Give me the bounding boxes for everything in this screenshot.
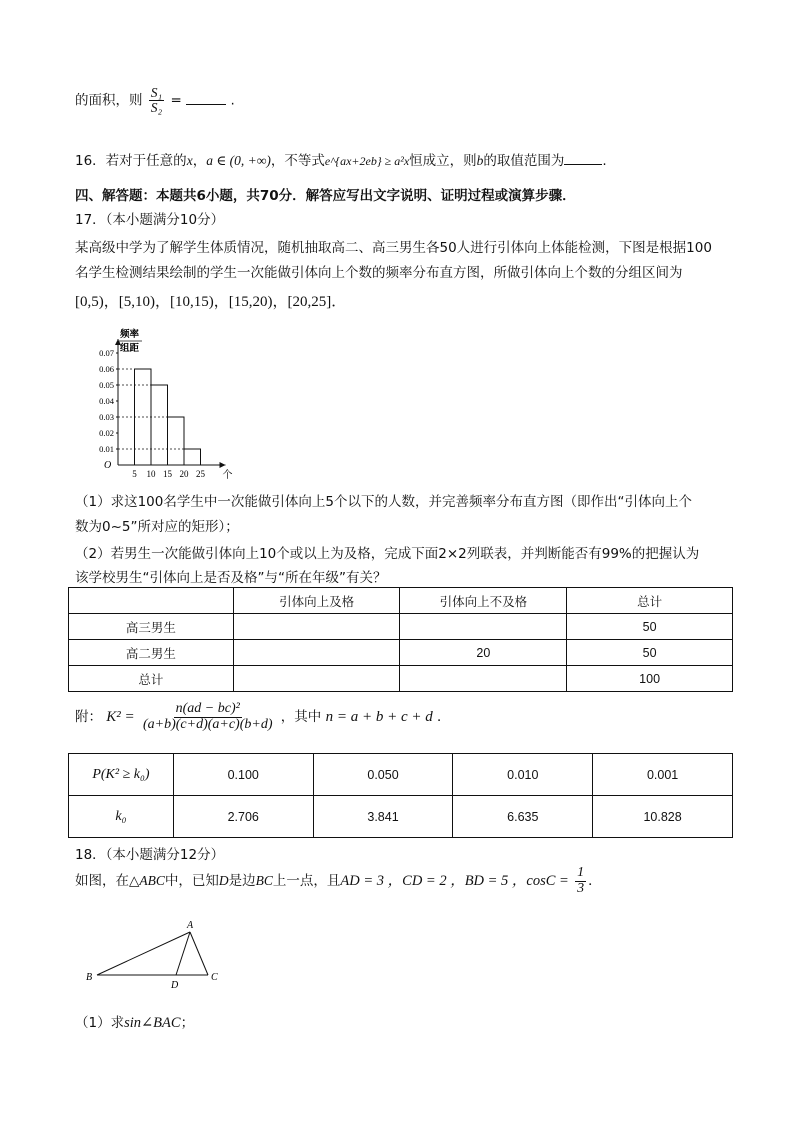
q15-frac-den: S₂ (150, 100, 163, 116)
x-tick-label: 5 (132, 469, 137, 479)
formula-where: ，其中 (280, 709, 322, 726)
q17-line1: 某高级中学为了解学生体质情况，随机抽取高二、高三男生各50人进行引体向上体能检测，下图是根据100 (75, 240, 712, 256)
k-squared-formula (75, 702, 451, 732)
segment-ab (97, 932, 190, 975)
q16-x: x (186, 153, 193, 168)
table-header-cell: 引体向上不及格 (400, 588, 567, 614)
k0-label: k₀ (69, 796, 174, 838)
vertex-c-label: C (211, 972, 218, 983)
q16-ineq-post: 恒成立，则 (409, 153, 477, 169)
q18-text: 如图，在△ (75, 873, 140, 890)
y-label-bottom: 组距 (120, 344, 140, 354)
probability-label: P(K² ≥ k₀) (69, 754, 174, 796)
formula-prefix: 附： (75, 709, 102, 726)
table-cell[interactable] (233, 614, 400, 640)
table-row (69, 640, 733, 666)
table-header-row (69, 588, 733, 614)
q15-prefix: 的面积，则 (75, 92, 143, 109)
q15-tail (75, 86, 235, 115)
segment-ad (176, 932, 190, 975)
y-tick-label: 0.06 (99, 364, 114, 374)
x-tick-label: 10 (146, 469, 156, 479)
table-cell: 0.050 (313, 754, 453, 796)
q17-part2-line1: （2）若男生一次能做引体向上10个或以上为及格，完成下面2×2列联表，并判断能否有99%的把握认为 (75, 546, 700, 562)
q15-answer-blank[interactable] (186, 92, 226, 105)
formula-fraction (141, 702, 275, 732)
q16-comma: ， (192, 153, 207, 169)
q16-ineq-pre: ，不等式 (270, 153, 325, 169)
q18-bc: BC (255, 873, 273, 889)
section-heading: 四、解答题：本题共6小题，共70分．解答应写出文字说明、证明过程或演算步骤． (75, 188, 576, 204)
q15-end: . (230, 92, 235, 109)
x-tick-label: 20 (179, 469, 189, 479)
y-tick-label: 0.05 (99, 380, 114, 390)
formula-lhs: K² = (106, 709, 135, 726)
q18-d: D (218, 873, 229, 889)
segment-ac (190, 932, 208, 975)
histogram-bar (151, 385, 168, 465)
table-row (69, 754, 733, 796)
table-cell: 50 (567, 640, 733, 666)
table-row (69, 614, 733, 640)
critical-value-table (68, 753, 733, 838)
table-cell: 50 (567, 614, 733, 640)
table-header-cell: 引体向上及格 (233, 588, 400, 614)
q17-part2-line2: 该学校男生“引体向上是否及格”与“所在年级”有关？ (75, 570, 387, 586)
q18-abc: ABC (139, 873, 165, 889)
table-cell: 20 (400, 640, 567, 666)
x-axis-label: 个 (222, 470, 233, 481)
formula-end: ． (437, 709, 451, 726)
q15-fraction (149, 86, 164, 115)
q16-b: b (476, 153, 484, 168)
q16 (75, 149, 607, 169)
q18-fraction (575, 866, 586, 896)
table-cell: 0.010 (453, 754, 593, 796)
q17-intervals: [0,5)，[5,10)，[10,15)，[15,20)，[20,25]． (75, 294, 347, 310)
q18-part1-end: ； (180, 1015, 195, 1031)
y-tick-label: 0.03 (99, 412, 114, 422)
table-row (69, 796, 733, 838)
y-tick-label: 0.01 (99, 444, 114, 454)
table-cell: 100 (567, 666, 733, 692)
q18-text: 是边 (228, 873, 256, 890)
q18-text: 上一点，且 (272, 873, 341, 890)
q18-text: 中，已知 (164, 873, 219, 890)
table-header-cell (69, 588, 234, 614)
table-cell: 0.001 (593, 754, 733, 796)
table-cell[interactable] (400, 614, 567, 640)
y-tick-label: 0.07 (99, 348, 114, 358)
q18-header: 18．（本小题满分12分） (75, 847, 225, 863)
table-cell[interactable] (400, 666, 567, 692)
q16-tail: 的取值范围为 (483, 153, 565, 169)
q18-part1-expr: sin∠BAC (124, 1015, 181, 1031)
q16-answer-blank[interactable] (564, 152, 602, 165)
triangle-figure (80, 920, 240, 995)
table-cell[interactable] (233, 666, 400, 692)
table-header-cell: 总计 (567, 588, 733, 614)
table-cell: 10.828 (593, 796, 733, 838)
q18-frac-den: 3 (577, 880, 585, 896)
origin-label: O (104, 460, 112, 471)
table-cell: 0.100 (173, 754, 313, 796)
table-cell: 高二男生 (69, 640, 234, 666)
y-tick-label: 0.04 (99, 396, 114, 406)
table-cell: 3.841 (313, 796, 453, 838)
q15-frac-num: S₁ (150, 85, 163, 100)
formula-n-def: n = a + b + c + d (325, 709, 433, 726)
x-tick-label: 15 (163, 469, 172, 479)
table-row (69, 666, 733, 692)
q16-inequality: e^{ax+2eb} ≥ a²x (324, 154, 410, 168)
q17-part1-line2: 数为0~5”所对应的矩形）； (75, 519, 239, 535)
q16-number: 16．若对于任意的 (75, 153, 187, 169)
x-axis-arrow (220, 462, 226, 468)
vertex-b-label: B (86, 972, 93, 983)
histogram-bar (168, 417, 185, 465)
q17-part1-line1: （1）求这100名学生中一次能做引体向上5个以下的人数，并完善频率分布直方图（即作出“引体向上个 (75, 494, 692, 510)
histogram-bar (184, 449, 201, 465)
formula-denominator: (a+b)(c+d)(a+c)(b+d) (142, 716, 273, 732)
x-tick-label: 25 (196, 469, 205, 479)
table-cell[interactable] (233, 640, 400, 666)
q18-conditions: AD = 3 ，CD = 2 ，BD = 5 ，cosC = (340, 873, 569, 890)
q18-end: ． (588, 873, 602, 890)
frequency-histogram (80, 325, 250, 485)
table-cell: 总计 (69, 666, 234, 692)
q16-end: . (602, 153, 607, 169)
q18-frac-num: 1 (577, 865, 585, 880)
vertex-a-label: A (187, 920, 194, 931)
q15-equals: = (170, 92, 182, 109)
point-d-label: D (171, 980, 179, 991)
q18-part1 (75, 1011, 194, 1032)
formula-numerator: n(ad − bc)² (175, 701, 240, 716)
y-label-top: 频率 (120, 330, 140, 340)
q17-line2: 名学生检测结果绘制的学生一次能做引体向上个数的频率分布直方图，所做引体向上个数的分组区间为 (75, 265, 683, 281)
q16-a-in: a ∈ (0, +∞) (206, 153, 271, 168)
table-cell: 2.706 (173, 796, 313, 838)
contingency-table (68, 587, 733, 692)
q18-part1-pre: （1）求 (75, 1015, 125, 1031)
y-tick-label: 0.02 (99, 428, 114, 438)
q17-header: 17．（本小题满分10分） (75, 212, 225, 228)
table-cell: 高三男生 (69, 614, 234, 640)
table-cell: 6.635 (453, 796, 593, 838)
q18-statement (75, 866, 602, 896)
